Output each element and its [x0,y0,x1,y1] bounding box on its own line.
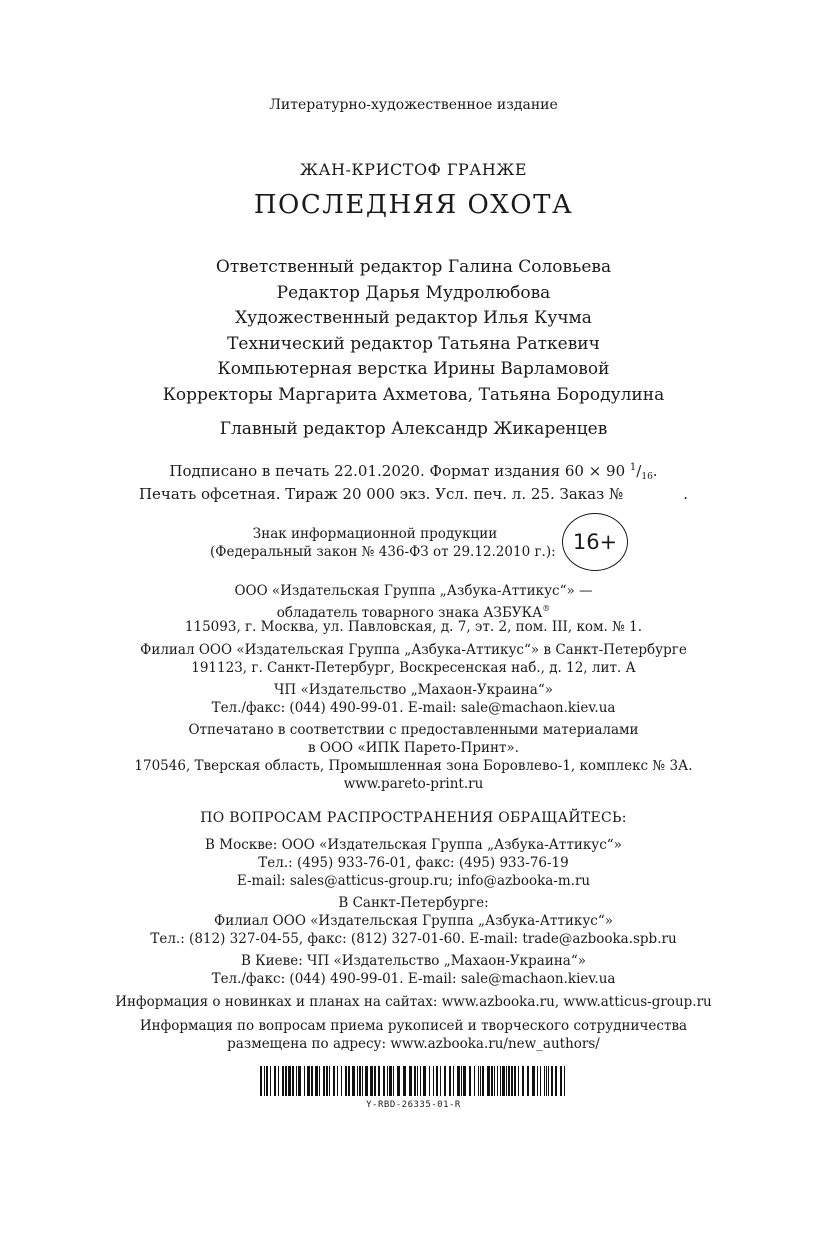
barcode-bar [478,1066,479,1096]
barcode-bar [393,1066,394,1096]
barcode-bar [463,1066,466,1096]
barcode-bar [414,1066,416,1096]
barcode-bar [323,1066,325,1096]
barcode-bar [417,1066,418,1096]
barcode-bar [333,1066,335,1096]
barcode-bar [319,1066,320,1096]
barcode-bar [480,1066,481,1096]
barcode-bar [298,1066,301,1096]
barcode-bar [282,1066,284,1096]
barcode-bar [374,1066,376,1096]
barcode-bar [403,1066,406,1096]
barcode-bar [546,1066,547,1096]
barcode-bar [296,1066,297,1096]
barcode-bar [497,1066,498,1096]
barcode-bar [326,1066,328,1096]
barcode-bar [555,1066,557,1096]
barcode-bar [365,1066,368,1096]
barcode-bar [359,1066,361,1096]
print-info-line: Подписано в печать 22.01.2020. Формат издания 60 × 90 $^1/_{16}$. [169,462,658,482]
manuscripts-line: Информация по вопросам приема рукописей и творческого сотрудничества [139,1018,688,1034]
barcode-bar [457,1066,460,1096]
barcode-bar [288,1066,291,1096]
printed-line: в ООО «ИПК Парето-Принт». [308,740,519,756]
barcode-bar [560,1066,562,1096]
barcode-bar [397,1066,400,1096]
barcode-text: Y-RBD-26335-01-R [366,1100,461,1110]
kiev-line: В Киеве: ЧП «Издательство „Махаон-Украина“» [240,953,587,969]
credit-line: Художественный редактор Илья Кучма [235,308,592,328]
kiev-contacts: Тел./факс: (044) 490-99-01. E-mail: sale@machaon.kiev.ua [211,971,616,987]
branch-line: Филиал ООО «Издательская Группа „Азбука-Аттикус“» в Санкт-Петербурге [140,642,687,658]
publisher-address: 115093, г. Москва, ул. Павловская, д. 7, эт. 2, пом. III, ком. № 1. [184,619,643,635]
format-numerator: 1 [629,462,637,473]
barcode-bar [420,1066,421,1096]
info-sign-line: Знак информационной продукции [252,526,498,542]
registered-mark: ® [542,604,551,613]
barcode-bar [487,1066,490,1096]
spb-line: В Санкт-Петербурге: [338,895,489,911]
barcode-bar [440,1066,441,1096]
barcode-bar [518,1066,519,1096]
print-info-text: Подписано в печать 22.01.2020. Формат издания 60 × 90 [169,462,626,480]
barcode-bar [449,1066,451,1096]
barcode-bar [551,1066,553,1096]
spb-contacts: Тел.: (812) 327-04-55, факс: (812) 327-01-60. E-mail: trade@azbooka.spb.ru [150,931,677,947]
barcode-bar [436,1066,438,1096]
print-info-end: . [652,462,658,480]
info-sign-text [210,525,556,561]
barcode-bar [429,1066,430,1096]
print-run-line [0,485,827,503]
barcode-bar [362,1066,363,1096]
barcode-bar [433,1066,434,1096]
barcode-bar [270,1066,271,1096]
barcode-bar [474,1066,475,1096]
barcode-bar [506,1066,507,1096]
distribution-header: ПО ВОПРОСАМ РАСПРОСТРАНЕНИЯ ОБРАЩАЙТЕСЬ: [200,810,627,826]
manuscripts-line: размещена по адресу: www.azbooka.ru/new_authors/ [227,1036,600,1052]
barcode-bar [304,1066,305,1096]
printed-website: www.pareto-print.ru [343,776,484,792]
barcode-bar [511,1066,513,1096]
barcode-bar [548,1066,549,1096]
barcode-bar [514,1066,516,1096]
ukraine-line: ЧП «Издательство „Махаон-Украина“» [274,682,553,698]
book-title: ПОСЛЕДНЯЯ ОХОТА [253,190,574,220]
barcode [260,1066,567,1096]
barcode-bar [544,1066,545,1096]
barcode-bar [500,1066,501,1096]
credit-line: Корректоры Маргарита Ахметова, Татьяна Бородулина [162,385,665,405]
barcode-bar [285,1066,287,1096]
barcode-bar [370,1066,373,1096]
branch-address: 191123, г. Санкт-Петербург, Воскресенская наб., д. 12, лит. А [191,660,636,676]
info-sign-line: (Федеральный закон № 436-ФЗ от 29.12.2010 г.): [210,544,556,560]
publisher-line: ООО «Издательская Группа „Азбука-Аттикус“» — [234,583,593,599]
barcode-bar [348,1066,350,1096]
edition-type: Литературно-художественное издание [269,97,558,113]
ukraine-contacts: Тел./факс: (044) 490-99-01. E-mail: sale@machaon.kiev.ua [211,700,616,716]
barcode-bar [315,1066,318,1096]
barcode-bar [307,1066,310,1096]
print-run-text: Печать офсетная. Тираж 20 000 экз. Усл. печ. л. 25. Заказ № [138,485,624,503]
barcode-bar [387,1066,388,1096]
barcode-bar [537,1066,538,1096]
barcode-bar [494,1066,495,1096]
moscow-phone: Тел.: (495) 933-76-01, факс: (495) 933-76-19 [258,855,569,871]
barcode-bar [522,1066,524,1096]
barcode-bar [502,1066,505,1096]
moscow-email: E-mail: sales@atticus-group.ru; info@azbooka-m.ru [236,873,591,889]
age-rating: 16+ [572,530,618,554]
credit-line: Редактор Дарья Мудролюбова [276,283,551,303]
barcode-bar [469,1066,471,1096]
barcode-bar [444,1066,446,1096]
barcode-bar [461,1066,462,1096]
barcode-bar [423,1066,426,1096]
barcode-bar [532,1066,535,1096]
barcode-bar [540,1066,541,1096]
barcode-bar [352,1066,355,1096]
barcode-bar [341,1066,342,1096]
credit-line: Технический редактор Татьяна Раткевич [227,334,600,354]
printed-address: 170546, Тверская область, Промышленная зона Боровлево-1, комплекс № 3А. [134,758,693,774]
barcode-bar [329,1066,330,1096]
barcode-bar [378,1066,380,1096]
credit-line: Компьютерная верстка Ирины Варламовой [217,359,610,379]
moscow-line: В Москве: ООО «Издательская Группа „Азбука-Аттикус“» [205,837,622,853]
barcode-bar [491,1066,493,1096]
barcode-bar [337,1066,338,1096]
credit-line: Ответственный редактор Галина Соловьева [215,257,612,277]
print-run-end: . [683,485,689,503]
barcode-bar [357,1066,358,1096]
barcode-bar [260,1066,262,1096]
trademark-text: обладатель товарного знака АЗБУКА [276,605,543,621]
barcode-bar [345,1066,347,1096]
barcode-bar [389,1066,392,1096]
barcode-bar [264,1066,265,1096]
barcode-bar [311,1066,313,1096]
format-denominator: 16 [641,472,653,482]
barcode-bar [278,1066,279,1096]
barcode-bar [527,1066,529,1096]
barcode-bar [564,1066,565,1096]
author-name: ЖАН-КРИСТОФ ГРАНЖЕ [299,160,528,179]
barcode-bar [292,1066,294,1096]
chief-editor: Главный редактор Александр Жикаренцев [219,419,608,439]
spb-line: Филиал ООО «Издательская Группа „Азбука-Аттикус“» [213,913,613,929]
barcode-bar [266,1066,268,1096]
barcode-bar [383,1066,385,1096]
barcode-bar [508,1066,510,1096]
barcode-bar [482,1066,484,1096]
printed-line: Отпечатано в соответствии с предоставленными материалами [188,722,639,738]
barcode-bar [453,1066,454,1096]
barcode-bar [409,1066,412,1096]
news-info: Информация о новинках и планах на сайтах: www.azbooka.ru, www.atticus-group.ru [115,994,712,1010]
barcode-bar [274,1066,276,1096]
age-rating-badge [562,513,628,571]
